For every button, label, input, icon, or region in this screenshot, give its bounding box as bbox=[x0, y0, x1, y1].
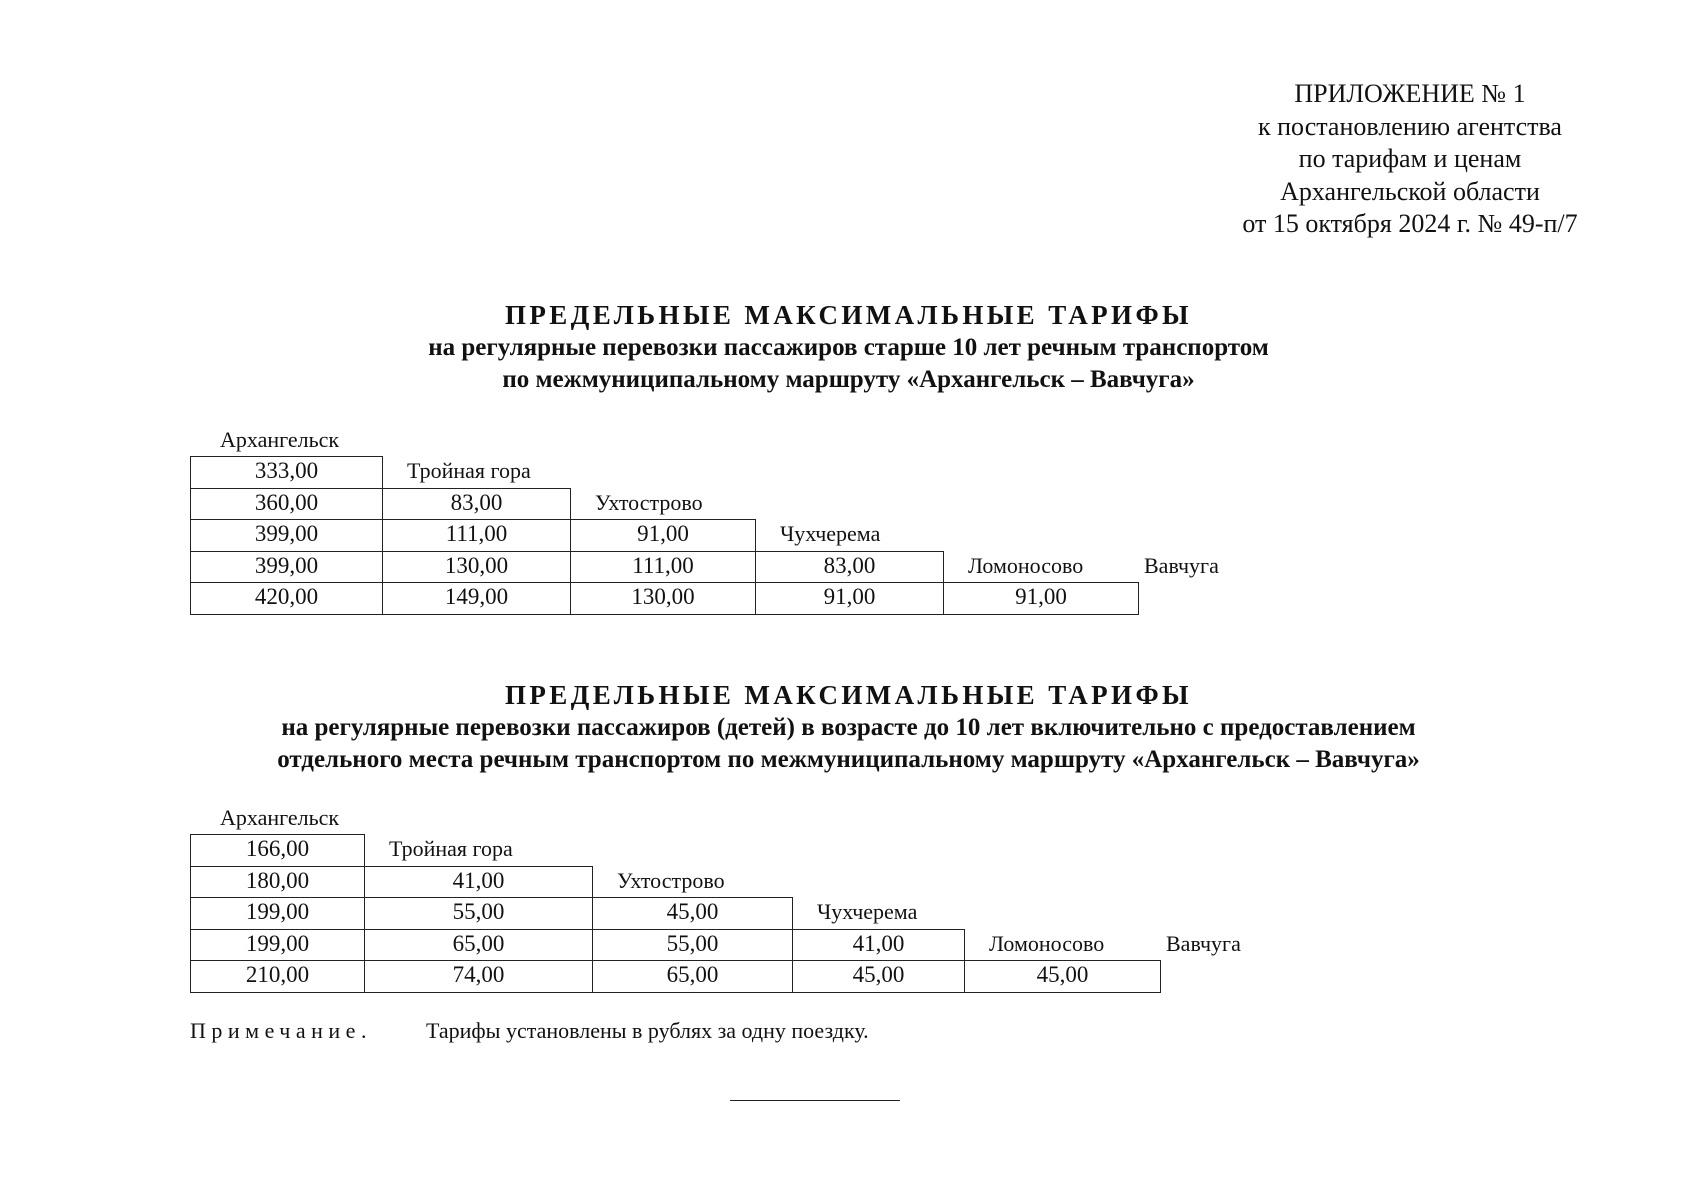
note-label: Примечание. bbox=[190, 1018, 372, 1043]
fare-cell: 91,00 bbox=[755, 582, 944, 615]
fare-cell: 74,00 bbox=[364, 960, 593, 993]
fare-cell: 45,00 bbox=[792, 960, 965, 993]
fare-cell: 65,00 bbox=[592, 960, 793, 993]
station-label: Ухтострово bbox=[617, 867, 725, 893]
appendix-header bbox=[1180, 78, 1640, 241]
fare-cell: 399,00 bbox=[190, 551, 383, 584]
fare-cell: 360,00 bbox=[190, 488, 383, 521]
station-label: Ломоносово bbox=[989, 930, 1105, 956]
note-text: Тарифы установлены в рублях за одну поездку. bbox=[426, 1018, 869, 1043]
end-separator-line bbox=[730, 1100, 900, 1101]
appendix-header-line: по тарифам и ценам bbox=[1298, 144, 1522, 173]
fare-cell: 399,00 bbox=[190, 519, 383, 552]
station-label: Чухчерема bbox=[817, 899, 918, 924]
station-label: Архангельск bbox=[220, 805, 340, 830]
fare-cell: 91,00 bbox=[570, 519, 756, 552]
station-label: Тройная гора bbox=[389, 836, 513, 861]
appendix-header-line: Архангельской области bbox=[1280, 176, 1540, 206]
fare-cell: 83,00 bbox=[382, 488, 571, 521]
fare-cell: 45,00 bbox=[964, 960, 1161, 993]
fare-cell: 149,00 bbox=[382, 582, 571, 615]
fare-cell: 111,00 bbox=[382, 519, 571, 552]
appendix-header-line: ПРИЛОЖЕНИЕ № 1 bbox=[1294, 79, 1526, 108]
section-title-main: ПРЕДЕЛЬНЫЕ МАКСИМАЛЬНЫЕ ТАРИФЫ bbox=[505, 680, 1192, 710]
note bbox=[190, 1018, 869, 1044]
section-title-main: ПРЕДЕЛЬНЫЕ МАКСИМАЛЬНЫЕ ТАРИФЫ bbox=[505, 300, 1192, 330]
fare-cell: 45,00 bbox=[592, 897, 793, 930]
station-label: Чухчерема bbox=[780, 521, 881, 546]
station-label: Архангельск bbox=[220, 427, 340, 452]
fare-cell: 210,00 bbox=[190, 960, 365, 993]
fare-cell: 41,00 bbox=[792, 929, 965, 962]
section-title-subline: отдельного места речным транспортом по межмуниципальному маршруту «Архангельск – Вавчуга» bbox=[277, 746, 1420, 773]
section-title-subline: на регулярные перевозки пассажиров (детей) в возрасте до 10 лет включительно с предоставлением bbox=[281, 714, 1416, 741]
appendix-header-line: от 15 октября 2024 г. № 49-п/7 bbox=[1242, 209, 1578, 238]
fare-cell: 91,00 bbox=[943, 582, 1139, 615]
fare-cell: 333,00 bbox=[190, 456, 383, 489]
station-label: Вавчуга bbox=[1166, 930, 1241, 956]
fare-cell: 199,00 bbox=[190, 897, 365, 930]
fare-cell: 130,00 bbox=[382, 551, 571, 584]
fare-cell: 420,00 bbox=[190, 582, 383, 615]
fare-cell: 65,00 bbox=[364, 929, 593, 962]
fare-cell: 83,00 bbox=[755, 551, 944, 584]
section-2-title bbox=[0, 678, 1697, 776]
section-title-subline: по межмуниципальному маршруту «Архангельск – Вавчуга» bbox=[502, 366, 1195, 393]
fare-cell: 199,00 bbox=[190, 929, 365, 962]
fare-cell: 55,00 bbox=[592, 929, 793, 962]
station-label: Ломоносово bbox=[968, 552, 1084, 578]
fare-cell: 41,00 bbox=[364, 866, 593, 899]
appendix-header-line: к постановлению агентства bbox=[1258, 111, 1562, 141]
fare-cell: 111,00 bbox=[570, 551, 756, 584]
section-1-title bbox=[0, 298, 1697, 396]
fare-cell: 180,00 bbox=[190, 866, 365, 899]
fare-cell: 166,00 bbox=[190, 834, 365, 867]
station-label: Ухтострово bbox=[595, 489, 703, 515]
fare-cell: 130,00 bbox=[570, 582, 756, 615]
section-title-subline: на регулярные перевозки пассажиров старше 10 лет речным транспортом bbox=[428, 334, 1269, 361]
station-label: Тройная гора bbox=[407, 458, 531, 483]
fare-cell: 55,00 bbox=[364, 897, 593, 930]
station-label: Вавчуга bbox=[1144, 552, 1219, 578]
